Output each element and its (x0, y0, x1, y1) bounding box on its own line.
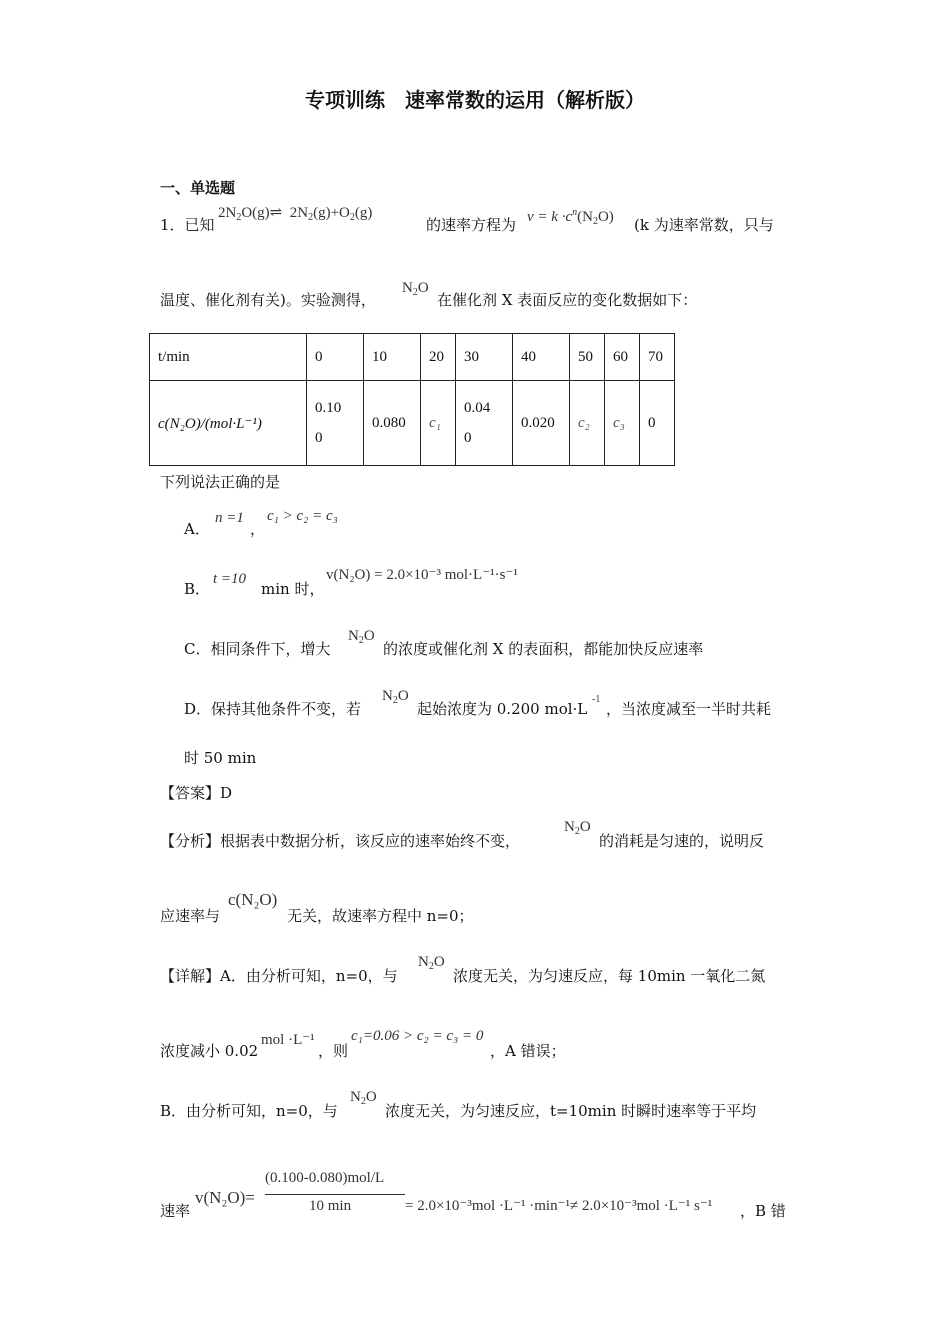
n2o-formula: $N_2O$ (418, 954, 445, 972)
data-table (149, 333, 675, 466)
option-d-sup: -1 (592, 694, 601, 705)
analysis-math: c(N₂O) (228, 890, 278, 909)
velocity-math: v(N₂O)= (195, 1188, 255, 1207)
option-d-text: 起始浓度为 0.200 mol·L (417, 700, 588, 718)
table-cell: 30 (456, 334, 513, 381)
question-number: 1．已知 (160, 216, 215, 234)
detail-a-line2: 浓度减小 0.02 (160, 1042, 259, 1060)
question-prompt: 下列说法正确的是 (160, 473, 281, 491)
question-text-a: 的速率方程为 (426, 216, 517, 234)
page-title: 专项训练 速率常数的运用（解析版） (305, 88, 645, 112)
n2o-formula: $N_2O$ (402, 280, 429, 298)
table-cell: 40 (513, 334, 570, 381)
detail-a-line2b: ，则 (318, 1042, 349, 1060)
rate-equation: $v = k \cdot c^n(N_2O)$ (527, 207, 614, 227)
question-text-b: (k 为速率常数，只与 (634, 216, 774, 234)
fraction-denominator: 10 min (309, 1198, 352, 1214)
table-cell: 70 (640, 334, 675, 381)
table-cell: t/min (150, 334, 307, 381)
detail-b-end: ，B 错 (740, 1202, 786, 1220)
option-d-line2: 时 50 min (184, 749, 257, 767)
analysis-line2: 应速率与 (160, 907, 221, 925)
analysis-line2b: 无关，故速率方程中 n=0； (287, 907, 474, 925)
fraction (265, 1170, 405, 1220)
detail-a-line1b: 浓度无关，为匀速反应，每 10min 一氧化二氮 (453, 967, 766, 985)
unit-math: mol ·L⁻¹ (261, 1032, 315, 1048)
n2o-formula: $N_2O$ (382, 688, 409, 706)
n2o-formula: $N_2O$ (350, 1089, 377, 1107)
option-a-math2: c₁ > c₂ = c₃ (267, 508, 338, 524)
option-b-math1: t =10 (213, 571, 247, 587)
table-cell: c₃ (605, 381, 640, 466)
section-heading: 一、单选题 (160, 179, 236, 197)
option-b-text: min 时， (261, 580, 325, 598)
detail-a-line2c: ，A 错误； (490, 1042, 566, 1060)
table-cell: 0.04 0 (456, 381, 513, 466)
table-row (150, 381, 675, 466)
result-math: = 2.0×10⁻³mol ·L⁻¹ ·min⁻¹≠ 2.0×10⁻³mol ·L⁻¹ s⁻¹ (405, 1198, 713, 1214)
option-d-label: D．保持其他条件不变，若 (184, 700, 362, 718)
option-a-label: A． (184, 520, 210, 538)
detail-b-line1b: 浓度无关，为匀速反应，t=10min 时瞬时速率等于平均 (385, 1102, 757, 1120)
question-text-line2: 温度、催化剂有关)。实验测得， (160, 291, 376, 309)
table-cell: c(N₂O)/(mol·L⁻¹) (150, 381, 307, 466)
table-cell: 10 (364, 334, 421, 381)
table-cell: c₁ (421, 381, 456, 466)
table-cell: 0 (307, 334, 364, 381)
table-cell: 0.020 (513, 381, 570, 466)
table-cell: 0.080 (364, 381, 421, 466)
detail-a-math: c₁=0.06 > c₂ = c₃ = 0 (351, 1028, 484, 1044)
detail-a-line1: 【详解】A．由分析可知，n=0，与 (160, 967, 398, 985)
analysis-line1: 【分析】根据表中数据分析，该反应的速率始终不变， (160, 832, 521, 850)
option-c-label: C．相同条件下，增大 (184, 640, 331, 658)
detail-b-line1: B．由分析可知，n=0，与 (160, 1102, 338, 1120)
answer: 【答案】D (160, 784, 233, 802)
table-row (150, 334, 675, 381)
fraction-numerator: (0.100-0.080)mol/L (265, 1170, 385, 1186)
option-a-math1: n =1 (215, 510, 244, 526)
table-cell: 20 (421, 334, 456, 381)
table-cell: 60 (605, 334, 640, 381)
fraction-bar (265, 1194, 405, 1195)
table-cell: 0.10 0 (307, 381, 364, 466)
detail-b-line2: 速率 (160, 1202, 191, 1220)
table-cell: 0 (640, 381, 675, 466)
reaction-equation: $2N_2O(g)\rightleftharpoons$ $2N_2(g)+O_2(g)$ (218, 205, 373, 223)
n2o-formula: $N_2O$ (564, 819, 591, 837)
question-text-line2b: 在催化剂 X 表面反应的变化数据如下： (437, 291, 698, 309)
analysis-line1b: 的消耗是匀速的，说明反 (599, 832, 765, 850)
option-b-label: B． (184, 580, 211, 598)
table-cell: c₂ (570, 381, 605, 466)
table-cell: 50 (570, 334, 605, 381)
option-c-text: 的浓度或催化剂 X 的表面积，都能加快反应速率 (383, 640, 704, 658)
option-b-math2: v(N₂O) = 2.0×10⁻³ mol·L⁻¹·s⁻¹ (326, 567, 518, 583)
n2o-formula: $N_2O$ (348, 628, 375, 646)
option-d-text2: ，当浓度减至一半时共耗 (606, 700, 772, 718)
option-a-comma: ， (250, 520, 266, 538)
